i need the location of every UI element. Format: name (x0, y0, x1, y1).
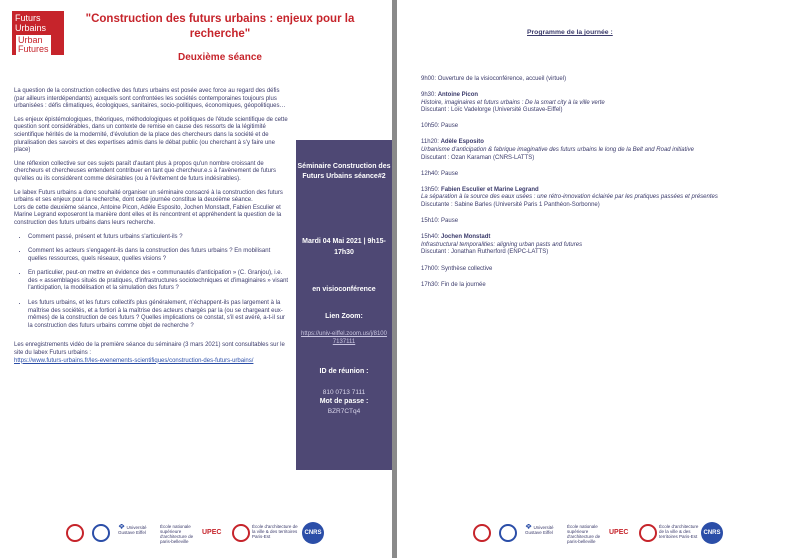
password-label: Mot de passe : (319, 398, 369, 405)
futurs-urbains-logo (12, 11, 64, 55)
ecole-des-ponts-logo (499, 524, 521, 544)
schedule-line (421, 139, 761, 147)
seminar-title: Séminaire Construction des Futurs Urbains séance#2 (297, 163, 391, 180)
logo-text: Université Gustave Eiffel (118, 525, 147, 535)
session-label: Synthèse collective (441, 265, 493, 272)
logo-text: CNRS (302, 522, 324, 544)
schedule-line (421, 123, 761, 131)
ecole-architecture-ville-text (252, 524, 298, 544)
session-time: 13h50: (421, 186, 440, 193)
ecole-des-ponts-logo (92, 524, 114, 544)
session-speaker: Fabien Esculier et Marine Legrand (441, 186, 539, 193)
session-title: Histoire, imaginaires et futurs urbains : De la smart city à la ville verte (421, 99, 605, 106)
schedule-item (421, 282, 761, 290)
session-time: 17h00: (421, 265, 440, 272)
logo-text: École d'architecture de la ville & des territoires Paris-Est (252, 524, 298, 539)
upec-logo (609, 524, 635, 544)
logo-text: École d'architecture de la ville & des territoires Paris-Est (659, 524, 699, 539)
schedule-line (421, 266, 761, 274)
cite-des-possibles-logo (473, 524, 495, 544)
schedule-item (421, 139, 761, 162)
ecole-architecture-ville-logo (639, 524, 657, 544)
universite-gustave-eiffel-logo: ❖ Université Gustave Eiffel (525, 524, 554, 535)
logo-text: Université Gustave Eiffel (525, 525, 554, 535)
universite-gustave-eiffel-logo: ❖ Université Gustave Eiffel (118, 524, 147, 535)
session-discussant: Discutant : Jonathan Rutherford (ENPC-LATTS) (421, 249, 549, 256)
main-text (14, 88, 290, 365)
session-time: 9h00: (421, 76, 437, 82)
schedule-item (421, 234, 761, 257)
logo-text: CNRS (701, 522, 723, 544)
list-item: • Les futurs urbains, et les futurs collectifs plus généralement, n'échappent-ils pas largement à la maîtrise des sociétés, et a fortiori à la maîtrise des acteurs chargés par la (ou se chargeant eux-mêmes) de la construction de ces futurs ? Quelles implications ce constat, s'il est avéré, a-t-il sur la construction des futurs urbains comme objet de recherche ? (28, 300, 290, 330)
logo-bottom (16, 35, 51, 55)
document-title: "Construction des futurs urbains : enjeux pour la recherche" (85, 13, 355, 40)
session-discussant: Discutante : Sabine Barles (Université Paris 1 Panthéon-Sorbonne) (421, 202, 600, 209)
event-info-panel (296, 140, 392, 470)
partner-logos (60, 520, 330, 550)
logo-text: UPEC (609, 529, 629, 536)
logo-line4: Futures (18, 44, 49, 54)
schedule-line (421, 234, 761, 242)
paragraph: Le labex Futurs urbains a donc souhaité organiser un séminaire consacré à la construction des futurs urbains et ses enjeux pour la recherche, dont cette journée constitue la deuxième séance. Lors de cette deuxième séance, Antoine Picon, Adèle Esposito, Jochen Monstadt, Fabien Esculier et Marine Legrand exposeront la manière dont elles et ils rencontrent et appréhendent la question de la construction des futurs urbains dans leurs recherche. (14, 189, 283, 226)
session-title: La séparation à la source des eaux usées : une rétro-innovation éclairée par les pratiques passées et présentes (421, 194, 718, 201)
page-right (397, 0, 788, 558)
session-time: 12h40: (421, 170, 440, 177)
logo-text: École nationale supérieure d'architecture de paris-belleville (567, 524, 601, 544)
cnrs-logo (701, 522, 723, 544)
ecole-architecture-ville-text (659, 524, 699, 544)
session-label: Fin de la journée (441, 281, 486, 288)
session-discussant: Discutant : Loïc Vadelorge (Université Gustave-Eiffel) (421, 107, 563, 114)
schedule-item (421, 92, 761, 115)
session-label: Pause (441, 170, 459, 177)
partner-logos (467, 520, 727, 550)
page-left (0, 0, 392, 558)
paragraph: Une réflexion collective sur ces sujets paraît d'autant plus à propos qu'un nombre croissant de chercheurs et chercheuses entendent contribuer en tant que chercheur.e.s à l'avènement de futurs qu'elles ou ils considèrent comme désirables (ou à l'évitement de futurs indésirables). (14, 160, 276, 182)
session-time: 15h40: (421, 234, 440, 241)
session-time: 11h20: (421, 139, 439, 146)
schedule-line (421, 218, 761, 226)
schedule-line (421, 76, 761, 84)
paragraph: Les enjeux épistémologiques, théoriques, méthodologiques et politiques de l'étude scientifique de cette question sont considérables, dans un contexte de remise en cause des ressorts de la légitimité scientifique hérités de la modernité, d'évolution de la place des chercheurs dans la société et de pluralisation des savoirs et des expertises admis dans le débat public (ou cherchant à s'y faire une place) (14, 116, 288, 154)
session-title: Urbanisme d'anticipation & fabrique imaginative des futurs urbains le long de la Belt and Road initiative (421, 147, 694, 154)
cite-des-possibles-logo (66, 524, 88, 544)
programme-title: Programme de la journée : (527, 29, 613, 36)
session-title: Infrastructural temporalities: aligning urban pasts and futures (421, 241, 583, 248)
recordings-link[interactable]: https://www.futurs-urbains.fr/les-evenements-scientifiques/construction-des-futurs-urbains/ (14, 357, 254, 364)
session-speaker: Adèle Esposito (440, 139, 484, 146)
ensa-paris-belleville-logo (160, 524, 200, 544)
schedule-line (421, 282, 761, 290)
schedule-line (421, 187, 761, 195)
session-time: 17h30: (421, 281, 440, 288)
logo-text: École nationale supérieure d'architecture de paris-belleville (160, 524, 194, 544)
closing-text: Les enregistrements vidéo de la première séance du séminaire (3 mars 2021) sont consultables sur le site du labex Futurs urbains : (14, 342, 285, 357)
paragraph: La question de la construction collective des futurs urbains est posée avec force au regard des défis (par ailleurs interdépendants) auxquels sont confrontées les sociétés contemporaines toujours plus urbanisées : défis climatiques, écologiques, sanitaires, socio-politiques, économiques, géopolitiques… (14, 88, 286, 110)
ecole-architecture-ville-logo (232, 524, 250, 544)
ensa-paris-belleville-logo (567, 524, 607, 544)
session-time: 15h10: (421, 218, 440, 225)
schedule-line (421, 92, 761, 100)
session-speaker: Jochen Monstadt (441, 234, 491, 241)
logo-line3: Urban (18, 35, 43, 45)
document-subtitle: Deuxième séance (178, 52, 262, 63)
logo-line1: Futurs (15, 13, 41, 23)
event-mode: en visioconférence (312, 286, 376, 293)
logo-line2: Urbains (15, 23, 47, 33)
upec-logo (202, 524, 228, 544)
session-speaker: Antoine Picon (437, 92, 479, 99)
meeting-id-value: 810 0713 7111 (322, 389, 366, 396)
session-time: 10h50: (421, 123, 440, 130)
session-time: 9h30: (421, 92, 437, 99)
meeting-id-label: ID de réunion : (319, 368, 369, 375)
schedule-item (421, 123, 761, 131)
event-date: Mardi 04 Mai 2021 | 9h15-17h30 (302, 238, 386, 256)
schedule-line (421, 171, 761, 179)
cnrs-logo (302, 522, 324, 544)
session-label: Pause (441, 123, 459, 130)
list-item: • Comment passé, présent et futurs urbains s'articulent-ils ? (28, 234, 290, 242)
zoom-label: Lien Zoom: (325, 313, 363, 320)
session-discussant: Discutant : Ozan Karaman (CNRS-LATTS) (421, 154, 535, 161)
logo-text: UPEC (202, 529, 222, 536)
schedule-item (421, 171, 761, 179)
list-item: • En particulier, peut-on mettre en évidence des « communautés d'anticipation » (C. Granjou), i.e. des « assemblages situés de pratiques, d'infrastructures sociotechniques et d'imaginaires » visant l'anticipation, la modélisation et la simulation des futurs ? (28, 270, 290, 293)
list-item: • Comment les acteurs s'engagent-ils dans la construction des futurs urbains ? En mobilisant quelles ressources, quels réseaux, quelles visions ? (28, 248, 290, 263)
schedule-item (421, 266, 761, 274)
schedule-item (421, 187, 761, 210)
password-value: BZR7CTq4 (327, 408, 361, 415)
session-label: Ouverture de la visioconférence, accueil (virtuel) (437, 76, 567, 82)
schedule-item (421, 76, 761, 84)
schedule-item (421, 218, 761, 226)
session-label: Pause (441, 218, 459, 225)
zoom-link[interactable]: https://univ-eiffel.zoom.us/j/81007137111 (301, 331, 387, 345)
programme-schedule (421, 76, 761, 298)
closing-paragraph (14, 342, 290, 365)
question-list (14, 234, 290, 331)
